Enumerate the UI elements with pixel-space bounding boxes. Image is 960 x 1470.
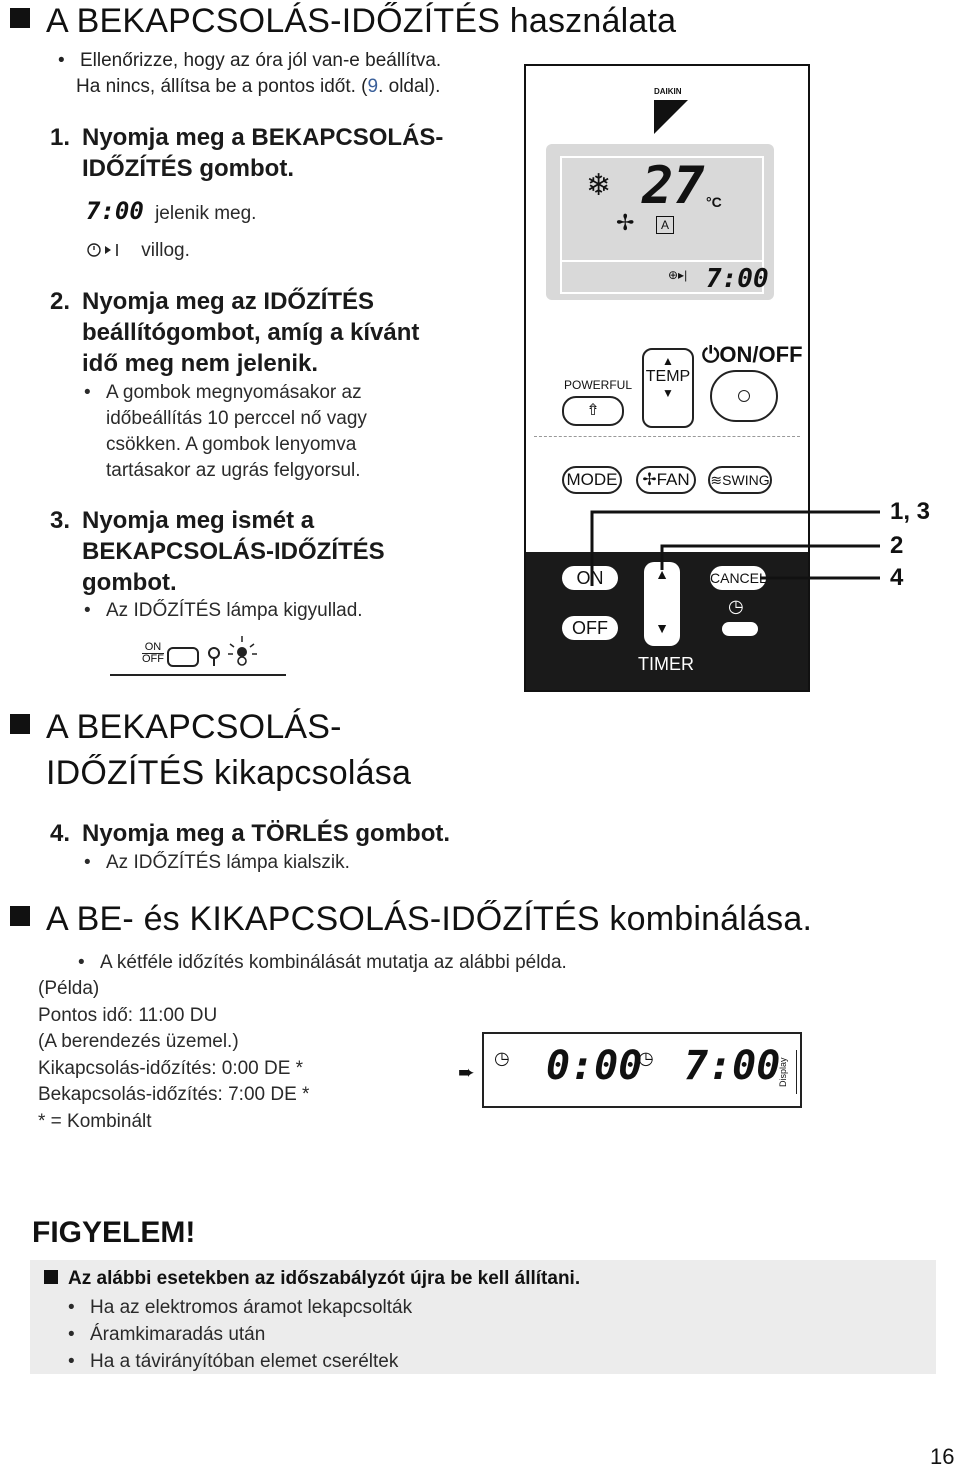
powerful-label: POWERFUL [564, 378, 633, 392]
cancel-button[interactable]: CANCEL [710, 566, 766, 590]
daikin-logo [646, 84, 696, 134]
swing-button[interactable]: ≋SWING [708, 466, 772, 494]
step4-heading: 4. Nyomja meg a TÖRLÉS gombot. [50, 820, 451, 847]
timer-off-button[interactable]: OFF [562, 616, 618, 640]
step2-bullets: • A gombok megnyomásakor az időbeállítás 10 perccel nő vagy csökken. A gombok lenyomva tartásakor az ugrás felgyorsul. [84, 380, 367, 484]
pointer-label-1-3: 1, 3 [890, 498, 931, 525]
lamp-icons [166, 634, 286, 678]
section2-title: A BEKAPCSOLÁS- IDŐZÍTÉS kikapcsolása [10, 704, 411, 796]
combined-timer-display [482, 1032, 802, 1108]
display-side-label: Display [778, 1050, 797, 1094]
lcd-timer: 7:00 [706, 264, 769, 294]
fan-icon: ✢ [616, 210, 635, 235]
step4-bullets: • Az IDŐZÍTÉS lámpa kialszik. [84, 850, 350, 876]
warning-heading: Az alábbi esetekben az időszabályzót újra be kell állítani. [44, 1268, 580, 1290]
step1-display-line: 7:00 jelenik meg. [86, 197, 257, 225]
temp-up-icon[interactable]: ▲ [662, 354, 674, 368]
remote-control [524, 64, 810, 692]
timer-lamp-indicator [110, 630, 290, 680]
lamp-onoff-label: ON OFF [142, 641, 164, 665]
list-item: • Áramkimaradás után [68, 1321, 412, 1348]
section-square-icon [10, 8, 30, 28]
warning-box [30, 1260, 936, 1374]
timer-down-icon[interactable]: ▼ [655, 620, 669, 636]
mode-button[interactable]: MODE [562, 466, 622, 494]
page-link[interactable]: 9 [367, 76, 379, 97]
page-number: 16 [930, 1444, 955, 1469]
display-on-time: 7:00 [684, 1043, 781, 1089]
temp-button[interactable] [642, 348, 694, 428]
display-off-time: 0:00 [546, 1043, 643, 1089]
lcd-fan-mode: A [656, 216, 674, 234]
snowflake-icon: ❄ [586, 169, 612, 202]
pointer-label-4: 4 [890, 564, 904, 591]
step1-blink-line: villog. [86, 238, 190, 264]
temp-down-icon[interactable]: ▼ [662, 386, 674, 400]
step2-heading: 2. Nyomja meg az IDŐZÍTÉS beállítógombot, amíg a kívánt idő meg nem jelenik. [50, 288, 420, 377]
fan-button-icon: ✢ [642, 470, 657, 489]
step3-bullets: • Az IDŐZÍTÉS lámpa kigyullad. [84, 598, 363, 624]
svg-text:DAIKIN: DAIKIN [654, 87, 682, 96]
arrow-right-icon: ➨ [458, 1062, 475, 1084]
step1-heading: 1. Nyomja meg a BEKAPCSOLÁS- IDŐZÍTÉS gombot. [50, 124, 444, 182]
timer-up-icon[interactable]: ▲ [655, 566, 669, 582]
pointer-label-2: 2 [890, 532, 904, 559]
list-item: • Ha a távirányítóban elemet cseréltek [68, 1348, 412, 1375]
lcd-timer-value: 7:00 [86, 197, 144, 225]
remote-lcd [546, 144, 774, 300]
section-square-icon [10, 906, 30, 926]
timer-on-button[interactable]: ON [562, 566, 618, 590]
clock-button[interactable] [722, 622, 758, 636]
list-item: • Ha az elektromos áramot lekapcsolták [68, 1294, 412, 1321]
section-square-icon [10, 714, 30, 734]
off-timer-icon: ◷ [494, 1048, 510, 1068]
step3-heading: 3. Nyomja meg ismét a BEKAPCSOLÁS-IDŐZÍTÉS gombot. [50, 507, 385, 596]
clock-icon: ◷ [728, 596, 744, 616]
pointer-lines [590, 508, 890, 588]
onoff-label: ⏻ON/OFF [702, 342, 803, 367]
on-timer-icon: ◷ [638, 1048, 654, 1068]
timer-label: TIMER [638, 654, 694, 674]
section1-title: A BEKAPCSOLÁS-IDŐZÍTÉS használata [10, 2, 676, 41]
powerful-button[interactable]: ⇮ [562, 396, 624, 426]
fan-button[interactable]: ✢FAN [636, 466, 696, 494]
warning-list [68, 1294, 412, 1375]
section3-bullet: • A kétféle időzítés kombinálását mutatja az alábbi példa. [78, 950, 567, 976]
lcd-temperature: 27 [642, 156, 705, 216]
temp-label: TEMP [645, 368, 691, 385]
swing-icon: ≋ [710, 472, 723, 488]
lcd-on-timer-icon: ⊕▸| [668, 268, 688, 282]
section3-title: A BE- és KIKAPCSOLÁS-IDŐZÍTÉS kombinálása. [10, 900, 812, 939]
lcd-temp-unit: °C [706, 194, 722, 210]
example-text: (Példa) Pontos idő: 11:00 DU (A berendezés üzemel.) Kikapcsolás-időzítés: 0:00 DE * Bekapcsolás-időzítés: 7:00 DE * * = Kombinált [38, 978, 310, 1132]
intro-text: • Ellenőrizze, hogy az óra jól van-e beállítva. Ha nincs, állítsa be a pontos időt. (9. oldal). [58, 48, 441, 100]
on-timer-icon [86, 239, 126, 259]
onoff-button[interactable] [710, 370, 778, 422]
warning-square-icon [44, 1270, 58, 1284]
warning-title: FIGYELEM! [32, 1216, 196, 1249]
